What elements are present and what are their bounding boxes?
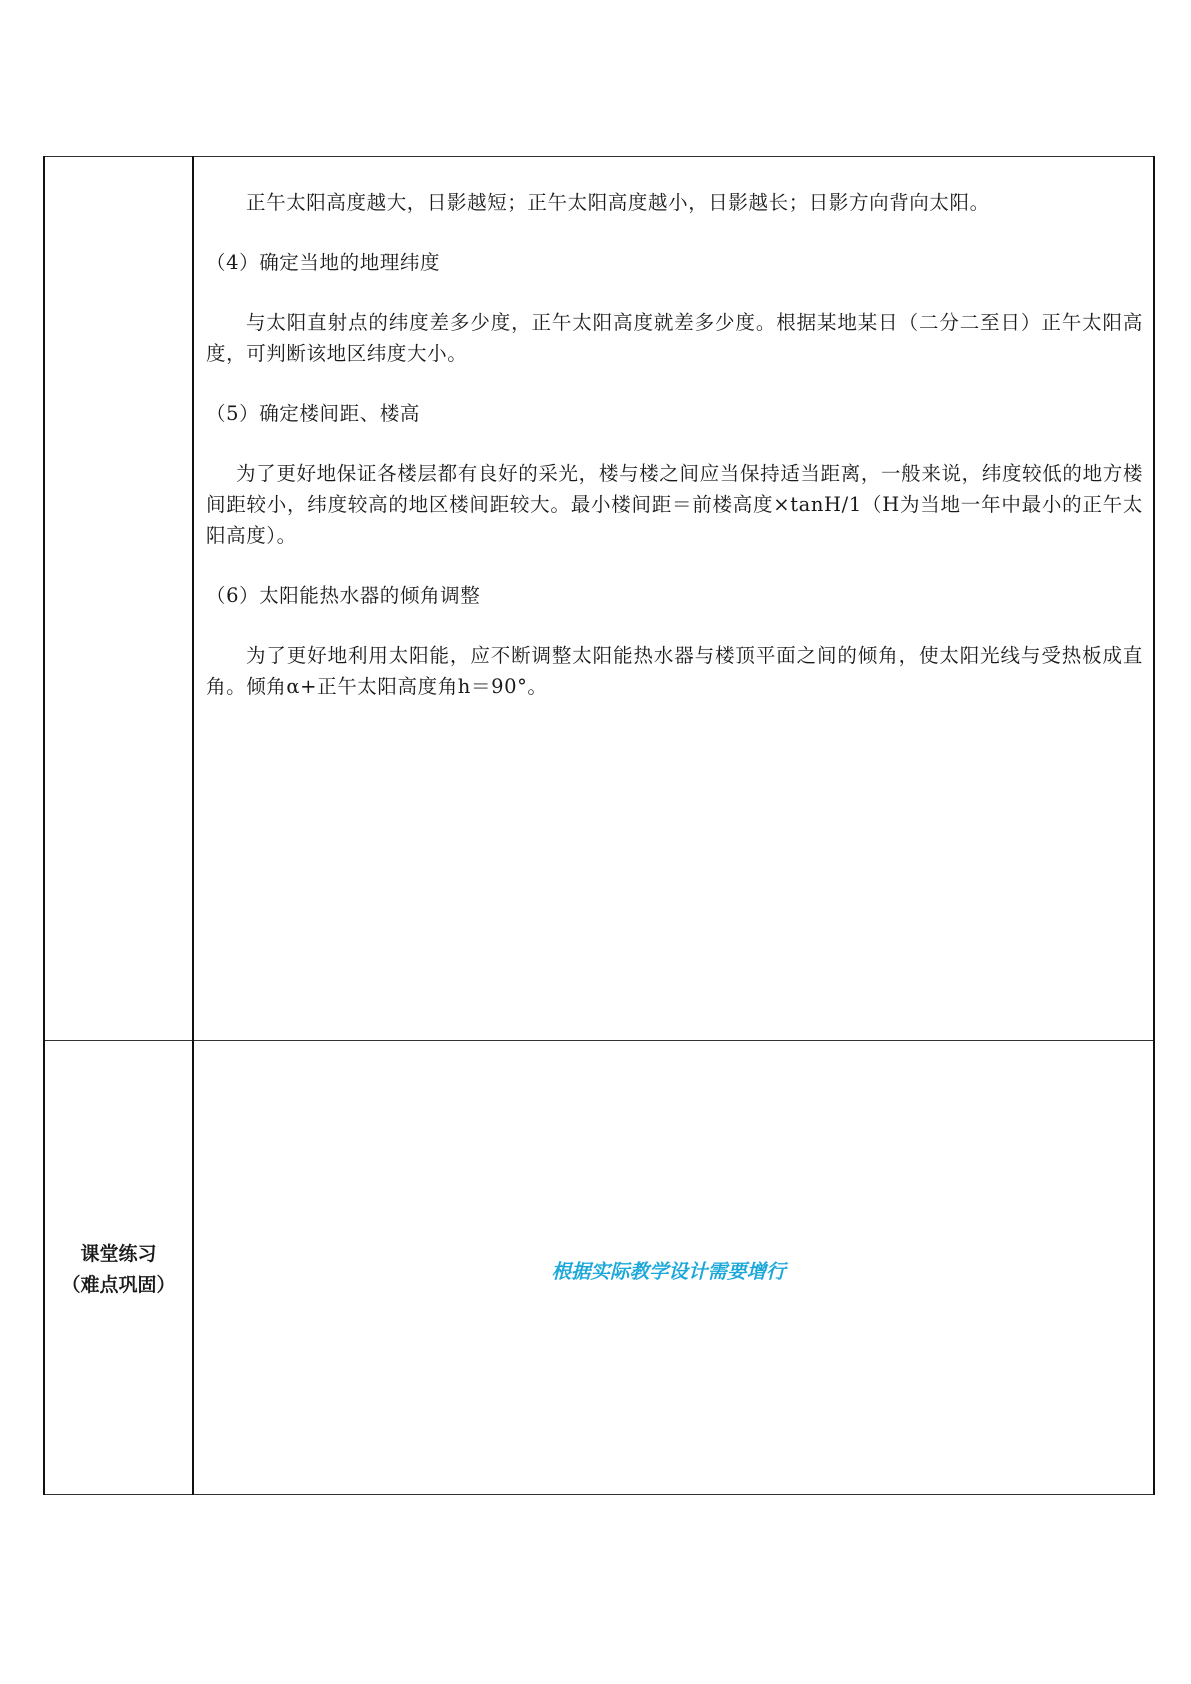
lesson-plan-table [43, 156, 1155, 1495]
heading-solar-heater: （6）太阳能热水器的倾角调整 [206, 584, 481, 607]
practice-content-cell [193, 1041, 1154, 1495]
practice-label-cell [44, 1041, 193, 1495]
paragraph-building-spacing: 为了更好地保证各楼层都有良好的采光，楼与楼之间应当保持适当距离，一般来说，纬度较低的地方楼间距较小，纬度较高的地区楼间距较大。最小楼间距＝前楼高度×tanH/1（H为当地一年中最小的正午太阳高度）。 [206, 462, 1143, 547]
paragraph-latitude: 与太阳直射点的纬度差多少度，正午太阳高度就差多少度。根据某地某日（二分二至日）正午太阳高度，可判断该地区纬度大小。 [206, 311, 1143, 365]
practice-label-line1: 课堂练习 [80, 1242, 157, 1265]
content-cell [193, 157, 1154, 1041]
row-label-cell [44, 157, 193, 1041]
paragraph-solar-heater: 为了更好地利用太阳能，应不断调整太阳能热水器与楼顶平面之间的倾角，使太阳光线与受热板成直角。倾角α+正午太阳高度角h＝90°。 [206, 644, 1143, 698]
practice-label [45, 1239, 192, 1301]
heading-building-spacing: （5）确定楼间距、楼高 [206, 402, 421, 425]
practice-label-line2: （难点巩固） [61, 1273, 176, 1296]
add-rows-hint: 根据实际教学设计需要增行 [551, 1259, 786, 1283]
table-row [44, 1041, 1154, 1495]
content-body [194, 157, 1153, 702]
table-row [44, 157, 1154, 1041]
heading-latitude: （4）确定当地的地理纬度 [206, 251, 441, 274]
paragraph-shadow-rule: 正午太阳高度越大，日影越短；正午太阳高度越小，日影越长；日影方向背向太阳。 [246, 191, 990, 214]
